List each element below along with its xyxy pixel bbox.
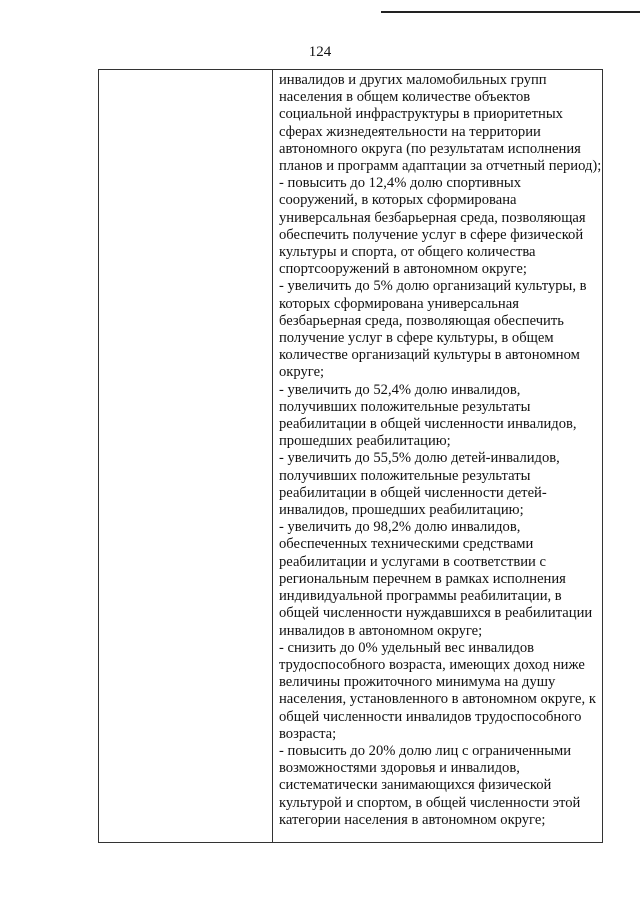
text-line: категории населения в автономном округе; <box>279 811 546 828</box>
text-line: социальной инфраструктуры в приоритетных <box>279 106 563 123</box>
header-rule <box>381 11 640 13</box>
text-line: возможностями здоровья и инвалидов, <box>279 760 520 777</box>
text-line: инвалидов, прошедших реабилитацию; <box>279 502 524 519</box>
text-line: - повысить до 12,4% долю спортивных <box>279 175 522 192</box>
text-line: обеспечить получение услуг в сфере физической <box>279 226 584 243</box>
text-line: возраста; <box>279 725 337 742</box>
text-line: реабилитации в общей численности инвалидов, <box>279 416 577 433</box>
text-line: инвалидов и других маломобильных групп <box>279 72 547 88</box>
text-line: - увеличить до 98,2% долю инвалидов, <box>279 519 521 536</box>
text-line: культурой и спортом, в общей численности этой <box>279 794 581 811</box>
text-line: планов и программ адаптации за отчетный период); <box>279 158 602 175</box>
text-line: - увеличить до 55,5% долю детей-инвалидов, <box>279 450 560 467</box>
text-line: сферах жизнедеятельности на территории <box>279 123 541 140</box>
text-line: общей численности инвалидов трудоспособного <box>279 708 582 725</box>
text-line: - увеличить до 5% долю организаций культуры, в <box>279 278 587 295</box>
text-line: общей численности нуждавшихся в реабилитации <box>279 605 593 622</box>
text-line: населения, установленного в автономном округе, к <box>279 691 596 708</box>
text-line: спортсооружений в автономном округе; <box>279 261 527 278</box>
text-line: величины прожиточного минимума на душу <box>279 674 556 691</box>
text-line: округе; <box>279 364 325 381</box>
text-line: систематически занимающихся физической <box>279 777 552 794</box>
text-line: трудоспособного возраста, имеющих доход ниже <box>279 656 585 673</box>
text-line: - увеличить до 52,4% долю инвалидов, <box>279 381 521 398</box>
text-line: прошедших реабилитацию; <box>279 433 451 450</box>
text-line: сооружений, в которых сформирована <box>279 192 517 209</box>
text-line: культуры и спорта, от общего количества <box>279 244 536 261</box>
table-right-cell <box>273 70 602 842</box>
text-line: получивших положительные результаты <box>279 467 531 484</box>
text-line: получение услуг в сфере культуры, в общем <box>279 330 554 347</box>
text-line: безбарьерная среда, позволяющая обеспечить <box>279 312 564 329</box>
text-line: населения в общем количестве объектов <box>279 89 531 106</box>
text-line: - снизить до 0% удельный вес инвалидов <box>279 639 535 656</box>
text-line: универсальная безбарьерная среда, позволяющая <box>279 209 586 226</box>
text-line: автономного округа (по результатам исполнения <box>279 140 581 157</box>
text-line: реабилитации и услугами в соответствии с <box>279 553 546 570</box>
table-left-cell <box>99 70 273 842</box>
text-line: инвалидов в автономном округе; <box>279 622 483 639</box>
text-line: количестве организаций культуры в автономном <box>279 347 580 364</box>
document-table <box>98 69 603 843</box>
text-line: получивших положительные результаты <box>279 398 531 415</box>
text-line: реабилитации в общей численности детей- <box>279 484 547 501</box>
page-number: 124 <box>308 44 332 60</box>
text-line: индивидуальной программы реабилитации, в <box>279 588 562 605</box>
text-line: региональным перечнем в рамках исполнения <box>279 570 566 587</box>
text-line: которых сформирована универсальная <box>279 295 519 312</box>
text-line: обеспеченных техническими средствами <box>279 536 534 553</box>
text-line: - повысить до 20% долю лиц с ограниченными <box>279 742 572 759</box>
